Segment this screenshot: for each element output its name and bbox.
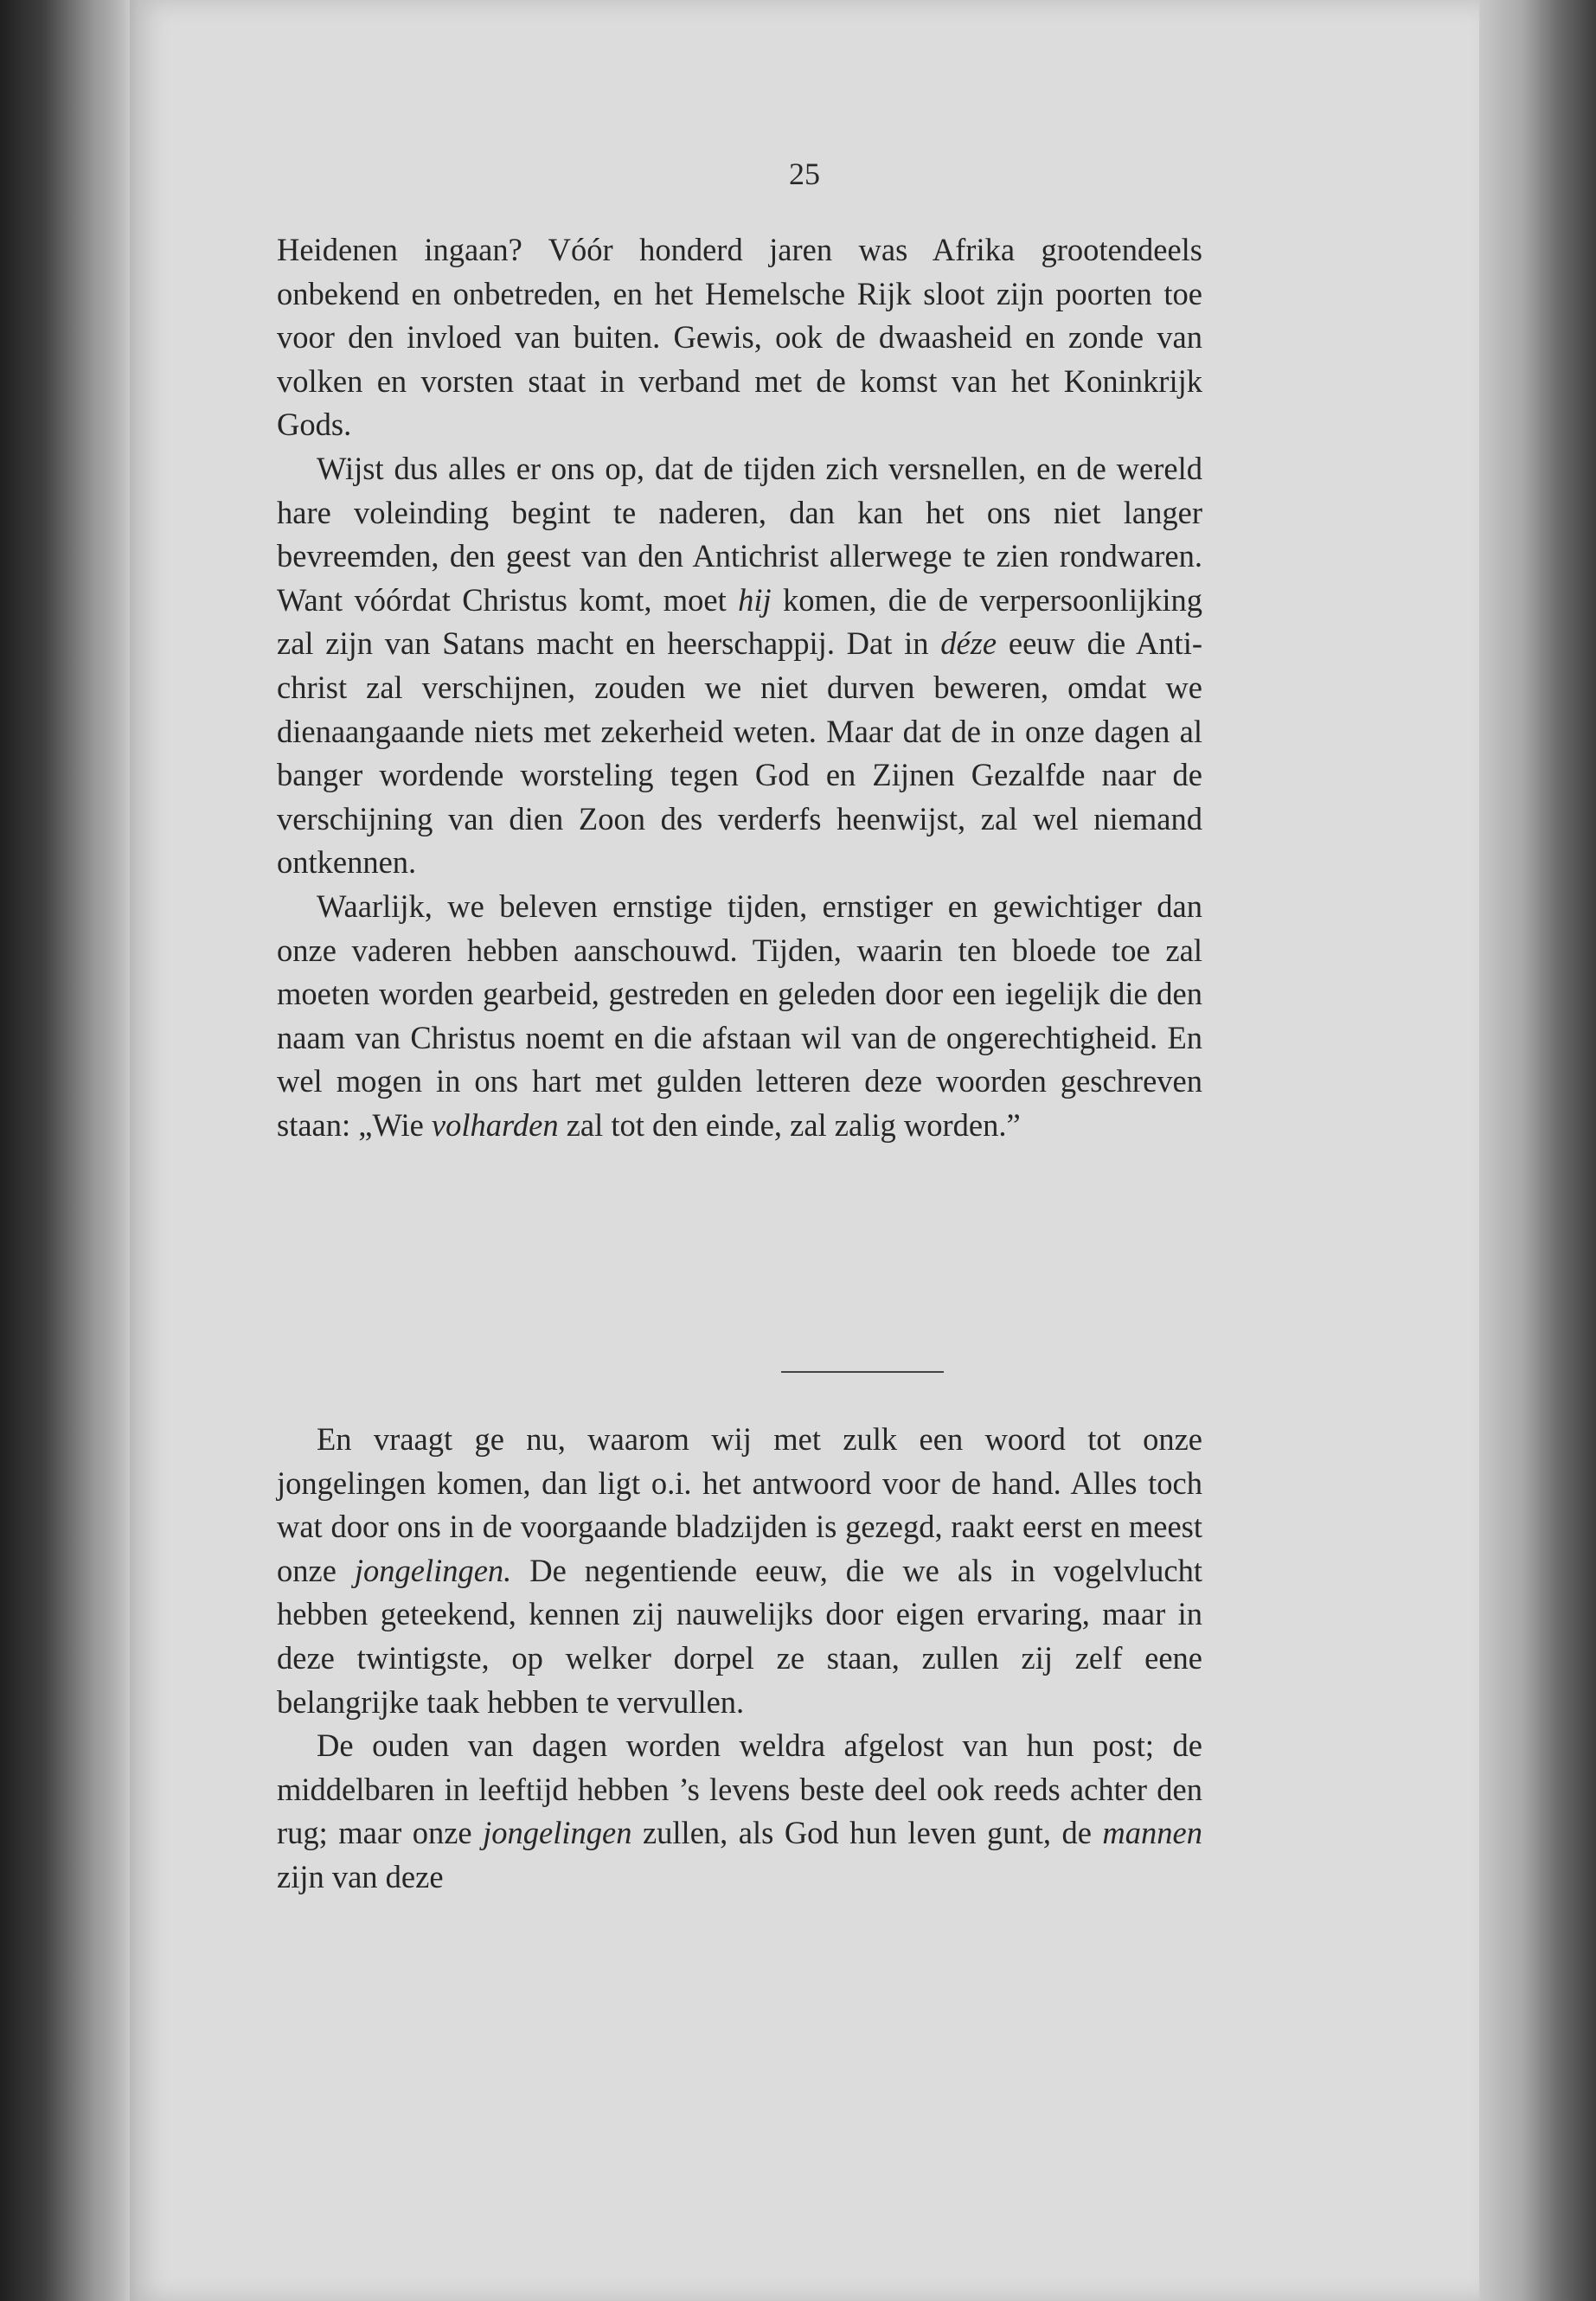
text-block-bottom — [277, 1418, 1202, 1900]
paragraph-4 — [277, 1418, 1202, 1724]
paragraph-5-text-e: zijn van deze — [277, 1858, 444, 1894]
paragraph-1: Heidenen ingaan? Vóór honderd jaren was Afrika grootendeels onbekend en onbetreden, en het Hemelsche Rijk sloot zijn poorten toe voor den invloed van buiten. Gewis, ook de dwaasheid en zonde van volken en vorsten staat in verband met de komst van het Koninkrijk Gods. — [277, 232, 1202, 443]
section-divider — [781, 1371, 944, 1373]
page-number: 25 — [789, 157, 820, 191]
paragraph-4-text-c: De negentiende eeuw, die we als in vogelvlucht hebben geteekend, kennen zij nauwelijks door eigen ervaring, maar in deze twintigste, op welker dorpel ze staan, zullen zij zelf eene belangrijke taak hebben te vervullen. — [277, 1552, 1202, 1720]
paragraph-5-text-c: zullen, als God hun leven gunt, de — [631, 1815, 1103, 1851]
paragraph-5-italic-mannen: mannen — [1102, 1815, 1202, 1851]
paragraph-3-text-c: zal tot den einde, zal zalig worden.” — [558, 1106, 1021, 1143]
paragraph-4-text-a: En vraagt ge nu, waarom wij met zulk een woord tot onze jongelingen komen, dan ligt o.i. het antwoord voor de hand. Alles toch wat door ons in de voorgaande bladzijden is gezegd, raakt eerst en meest onze — [277, 1421, 1202, 1588]
paragraph-2-text-a: Wijst dus alles er ons op, dat de tijden zich versnellen, en de wereld hare voleinding begint te naderen, dan kan het ons niet langer bevreemden, den geest van den Antichrist allerwege te zien rondwaren. Want vóórdat Christus komt, moet — [277, 450, 1202, 618]
paragraph-2-italic-deze: déze — [940, 625, 997, 662]
binding-gutter — [0, 0, 138, 2301]
paragraph-2 — [277, 447, 1202, 885]
paragraph-2-text-c: komen, die de verpersoonlijking zal zijn van Satans macht en heerschappij. Dat in — [277, 581, 1202, 662]
paragraph-2-text-e: eeuw die Anti-christ zal verschijnen, zouden we niet durven beweren, omdat we dienaangaande niets met zekerheid weten. Maar dat de in onze dagen al banger wordende worsteling tegen God en Zijnen Gezalfde naar de verschijning van dien Zoon des verderfs heenwijst, zal wel niemand ontkennen. — [277, 625, 1202, 881]
paragraph-3 — [277, 885, 1202, 1148]
paragraph-4-italic-jongelingen: jongelingen. — [354, 1552, 512, 1588]
paragraph-3-italic-volharden: volharden — [431, 1106, 559, 1143]
paragraph-5-text-a: De ouden van dagen worden weldra afgelost van hun post; de middelbaren in leeftijd hebben ’s levens beste deel ook reeds achter den rug; maar onze — [277, 1727, 1202, 1851]
paragraph-2-italic-hij: hij — [738, 581, 772, 618]
book-page — [130, 0, 1479, 2301]
paragraph-5-italic-jongelingen: jongelingen — [483, 1815, 632, 1851]
paragraph-3-text-a: Waarlijk, we beleven ernstige tijden, ernstiger en gewichtiger dan onze vaderen hebben aanschouwd. Tijden, waarin ten bloede toe zal moeten worden gearbeid, gestreden en geleden door een iegelijk die den naam van Christus noemt en die afstaan wil van de ongerechtigheid. En wel mogen in ons hart met gulden letteren deze woorden geschreven staan: „Wie — [277, 888, 1202, 1143]
text-block-top — [277, 228, 1202, 1147]
paragraph-5 — [277, 1724, 1202, 1899]
